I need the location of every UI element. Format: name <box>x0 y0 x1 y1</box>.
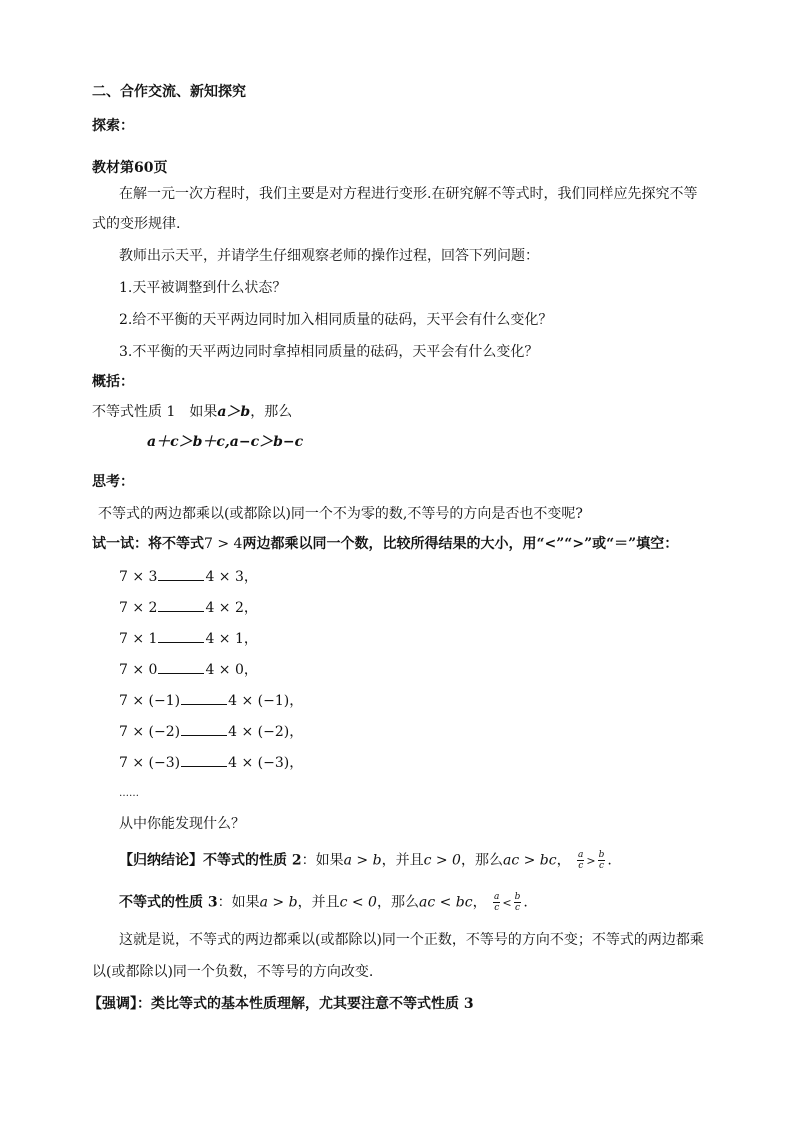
think-question: 不等式的两边都乘以(或都除以)同一个不为零的数,不等号的方向是否也不变呢? <box>98 506 583 522</box>
try-inequality: 7 > 4 <box>204 536 243 552</box>
property-1-condition: a＞b <box>217 404 251 420</box>
fraction-b-over-c: $\frac{b}{c}$ <box>514 892 521 913</box>
try-suffix: 两边都乘以同一个数，比较所得结果的大小，用“<”“>”或“＝”填空： <box>242 536 679 552</box>
exercise-left: 7 × (−2) <box>119 724 181 740</box>
exercise-row-6 <box>119 721 303 742</box>
answer-blank[interactable] <box>158 597 204 612</box>
exercise-row-7 <box>119 752 303 773</box>
property-1-formula: a＋c＞b＋c,a−c＞b−c <box>147 434 304 450</box>
answer-blank[interactable] <box>181 690 227 705</box>
intro-paragraph-line-2: 式的变形规律. <box>92 216 181 232</box>
fraction-b-over-c: $\frac{b}{c}$ <box>598 850 605 871</box>
answer-blank[interactable] <box>158 566 204 581</box>
property-1-prefix: 不等式性质 1 如果 <box>92 404 218 420</box>
answer-blank[interactable] <box>158 628 204 643</box>
exercise-right: 4 × 2， <box>205 600 258 616</box>
answer-blank[interactable] <box>181 721 227 736</box>
exercise-right: 4 × 0， <box>205 662 258 678</box>
property-1-statement <box>92 402 292 422</box>
question-2: 2.给不平衡的天平两边同时加入相同质量的砝码，天平会有什么变化？ <box>119 312 553 328</box>
exercise-row-4 <box>119 659 258 680</box>
fraction-a-over-c: $\frac{a}{c}$ <box>494 892 500 913</box>
exercise-row-2 <box>119 597 258 618</box>
exercise-right: 4 × (−1)， <box>228 693 304 709</box>
discover-question: 从中你能发现什么？ <box>119 816 245 832</box>
teacher-instruction: 教师出示天平，并请学生仔细观察老师的操作过程，回答下列问题： <box>119 248 539 264</box>
exercise-row-3 <box>119 628 258 649</box>
property-3-result: ac < bc <box>418 894 473 911</box>
property-3-text: ，那么 <box>376 894 419 911</box>
emphasis-note: 【强调】：类比等式的基本性质理解，尤其要注意不等式性质 3 <box>88 996 474 1012</box>
property-2-text: ，并且 <box>381 852 424 869</box>
exercise-right: 4 × (−3)， <box>228 755 304 771</box>
fraction-a-over-c: $\frac{a}{c}$ <box>578 850 584 871</box>
explore-label: 探索： <box>92 118 134 134</box>
exercise-left: 7 × (−3) <box>119 755 181 771</box>
exercise-left: 7 × 0 <box>119 662 158 678</box>
question-3: 3.不平衡的天平两边同时拿掉相同质量的砝码，天平会有什么变化？ <box>119 344 539 360</box>
exercise-row-5 <box>119 690 303 711</box>
fraction-relation: > <box>586 854 596 868</box>
intro-paragraph-line-1: 在解一元一次方程时，我们主要是对方程进行变形.在研究解不等式时，我们同样应先探究不等 <box>119 186 698 202</box>
conclusion-label: 【归纳结论】 <box>119 852 203 869</box>
exercise-left: 7 × 3 <box>119 569 158 585</box>
property-2-title: 不等式的性质 2 <box>203 852 302 869</box>
exercise-left: 7 × 2 <box>119 600 158 616</box>
textbook-reference: 教材第60页 <box>92 160 168 176</box>
property-2-statement: 【归纳结论】不等式的性质 2：如果a > b，并且c > 0，那么ac > bc， $\frac{a}{c}$ > $\frac{b}{c}$ . <box>119 850 612 871</box>
property-2-condition-c: c > 0 <box>423 852 461 869</box>
property-2-text: ，那么 <box>460 852 503 869</box>
think-label: 思考： <box>92 474 134 490</box>
summary-label: 概括： <box>92 374 134 390</box>
exercise-left: 7 × (−1) <box>119 693 181 709</box>
property-3-text: ，并且 <box>297 894 340 911</box>
explanation-line-1: 这就是说，不等式的两边都乘以(或都除以)同一个正数，不等号的方向不变；不等式的两边都乘 <box>119 932 704 948</box>
question-1: 1.天平被调整到什么状态？ <box>119 280 287 296</box>
property-1-suffix: ，那么 <box>250 404 293 420</box>
exercise-left: 7 × 1 <box>119 631 158 647</box>
property-2-result: ac > bc <box>502 852 557 869</box>
property-3-statement: 不等式的性质 3：如果a > b，并且c < 0，那么ac < bc， $\frac{a}{c}$ < $\frac{b}{c}$ . <box>119 892 528 913</box>
ellipsis: …… <box>119 788 139 799</box>
property-3-text: ：如果 <box>217 894 260 911</box>
fraction-relation: < <box>502 896 512 910</box>
exercise-right: 4 × 1， <box>205 631 258 647</box>
exercise-right: 4 × (−2)， <box>228 724 304 740</box>
property-3-text: ， <box>472 894 487 911</box>
property-2-condition: a > b <box>343 852 382 869</box>
explanation-line-2: 以(或都除以)同一个负数，不等号的方向改变. <box>92 964 374 980</box>
property-3-condition: a > b <box>259 894 298 911</box>
exercise-row-1 <box>119 566 258 587</box>
try-prefix: 试一试：将不等式 <box>92 536 204 552</box>
section-heading: 二、合作交流、新知探究 <box>92 84 246 100</box>
answer-blank[interactable] <box>181 752 227 767</box>
try-instruction <box>92 534 678 554</box>
property-3-condition-c: c < 0 <box>339 894 377 911</box>
exercise-right: 4 × 3， <box>205 569 258 585</box>
property-2-text: ：如果 <box>301 852 344 869</box>
property-2-text: ， <box>556 852 571 869</box>
property-3-title: 不等式的性质 3 <box>119 894 218 911</box>
answer-blank[interactable] <box>158 659 204 674</box>
